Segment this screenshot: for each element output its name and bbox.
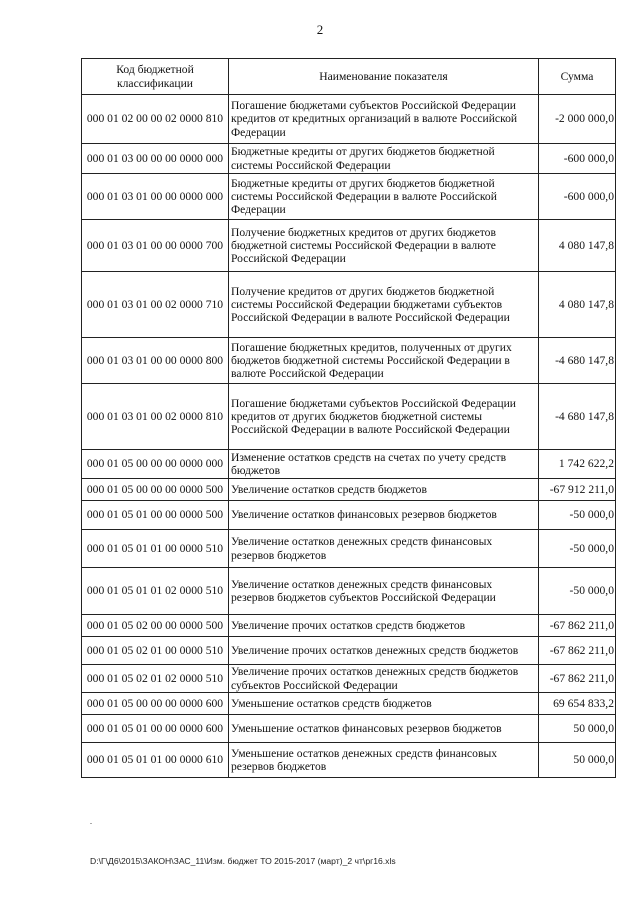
row-name: Получение кредитов от других бюджетов бюджетной системы Российской Федерации бюджетами субъектов Российской Федерации в валюте Российской Федерации <box>229 272 539 338</box>
row-name: Получение бюджетных кредитов от других бюджетов бюджетной системы Российской Федерации в валюте Российской Федерации <box>229 220 539 272</box>
row-name: Погашение бюджетных кредитов, полученных от других бюджетов бюджетной системы Российской Федерации в валюте Российской Федерации <box>229 338 539 384</box>
row-name: Погашение бюджетами субъектов Российской Федерации кредитов от других бюджетов бюджетной системы Российской Федерации в валюте Российской Федерации <box>229 384 539 450</box>
row-name: Уменьшение остатков денежных средств финансовых резервов бюджетов <box>229 743 539 778</box>
header-code: Код бюджетной классификации <box>82 59 229 95</box>
row-name: Увеличение остатков средств бюджетов <box>229 479 539 501</box>
row-sum: -67 862 211,0 <box>539 615 616 637</box>
row-name: Увеличение прочих остатков денежных средств бюджетов <box>229 637 539 665</box>
table-row <box>82 450 616 479</box>
table-row <box>82 338 616 384</box>
row-sum: 4 080 147,8 <box>539 272 616 338</box>
header-sum: Сумма <box>539 59 616 95</box>
row-sum: -50 000,0 <box>539 530 616 568</box>
row-name: Уменьшение остатков финансовых резервов бюджетов <box>229 715 539 743</box>
header-name: Наименование показателя <box>229 59 539 95</box>
budget-table <box>81 58 616 778</box>
table-header-row <box>82 59 616 95</box>
row-code: 000 01 03 01 00 02 0000 810 <box>82 384 229 450</box>
row-code: 000 01 05 02 01 02 0000 510 <box>82 665 229 693</box>
row-code: 000 01 03 01 00 00 0000 800 <box>82 338 229 384</box>
row-sum: -2 000 000,0 <box>539 95 616 144</box>
table-row <box>82 615 616 637</box>
row-code: 000 01 05 01 01 02 0000 510 <box>82 568 229 615</box>
row-sum: 50 000,0 <box>539 715 616 743</box>
row-code: 000 01 05 01 01 00 0000 510 <box>82 530 229 568</box>
row-code: 000 01 03 00 00 00 0000 000 <box>82 144 229 174</box>
row-name: Бюджетные кредиты от других бюджетов бюджетной системы Российской Федерации в валюте Российской Федерации <box>229 174 539 220</box>
row-code: 000 01 03 01 00 00 0000 700 <box>82 220 229 272</box>
table-row <box>82 479 616 501</box>
table-row <box>82 530 616 568</box>
row-name: Увеличение остатков финансовых резервов бюджетов <box>229 501 539 530</box>
row-code: 000 01 05 01 01 00 0000 610 <box>82 743 229 778</box>
table-row <box>82 95 616 144</box>
table-row <box>82 144 616 174</box>
table-row <box>82 665 616 693</box>
table-row <box>82 272 616 338</box>
row-sum: -50 000,0 <box>539 568 616 615</box>
row-sum: -67 862 211,0 <box>539 637 616 665</box>
row-name: Увеличение остатков денежных средств финансовых резервов бюджетов <box>229 530 539 568</box>
row-code: 000 01 05 02 00 00 0000 500 <box>82 615 229 637</box>
table-row <box>82 743 616 778</box>
page-number: 2 <box>316 22 324 37</box>
row-name: Погашение бюджетами субъектов Российской Федерации кредитов от кредитных организаций в валюте Российской Федерации <box>229 95 539 144</box>
row-code: 000 01 05 00 00 00 0000 600 <box>82 693 229 715</box>
row-code: 000 01 02 00 00 02 0000 810 <box>82 95 229 144</box>
row-code: 000 01 05 00 00 00 0000 500 <box>82 479 229 501</box>
table-row <box>82 568 616 615</box>
table-row <box>82 501 616 530</box>
row-name: Увеличение прочих остатков средств бюджетов <box>229 615 539 637</box>
row-sum: -4 680 147,8 <box>539 338 616 384</box>
row-sum: 4 080 147,8 <box>539 220 616 272</box>
table-row <box>82 637 616 665</box>
table-row <box>82 715 616 743</box>
file-path-footer: D:\Г\Д6\2015\ЗАКОН\ЗАС_11\Изм. бюджет ТО 2015-2017 (март)_2 чт\рг16.xls <box>90 856 396 866</box>
row-code: 000 01 05 00 00 00 0000 000 <box>82 450 229 479</box>
table-row <box>82 384 616 450</box>
table-row <box>82 693 616 715</box>
row-sum: 1 742 622,2 <box>539 450 616 479</box>
row-name: Изменение остатков средств на счетах по учету средств бюджетов <box>229 450 539 479</box>
table-row <box>82 174 616 220</box>
row-code: 000 01 03 01 00 02 0000 710 <box>82 272 229 338</box>
row-code: 000 01 05 01 00 00 0000 500 <box>82 501 229 530</box>
scan-mark <box>90 823 92 824</box>
row-sum: -67 912 211,0 <box>539 479 616 501</box>
row-code: 000 01 05 01 00 00 0000 600 <box>82 715 229 743</box>
row-sum: 69 654 833,2 <box>539 693 616 715</box>
row-sum: -4 680 147,8 <box>539 384 616 450</box>
row-name: Увеличение остатков денежных средств финансовых резервов бюджетов субъектов Российской Федерации <box>229 568 539 615</box>
row-sum: -600 000,0 <box>539 144 616 174</box>
row-sum: -67 862 211,0 <box>539 665 616 693</box>
row-sum: -600 000,0 <box>539 174 616 220</box>
row-sum: -50 000,0 <box>539 501 616 530</box>
row-name: Уменьшение остатков средств бюджетов <box>229 693 539 715</box>
row-name: Увеличение прочих остатков денежных средств бюджетов субъектов Российской Федерации <box>229 665 539 693</box>
row-code: 000 01 05 02 01 00 0000 510 <box>82 637 229 665</box>
row-code: 000 01 03 01 00 00 0000 000 <box>82 174 229 220</box>
row-sum: 50 000,0 <box>539 743 616 778</box>
row-name: Бюджетные кредиты от других бюджетов бюджетной системы Российской Федерации <box>229 144 539 174</box>
table-row <box>82 220 616 272</box>
